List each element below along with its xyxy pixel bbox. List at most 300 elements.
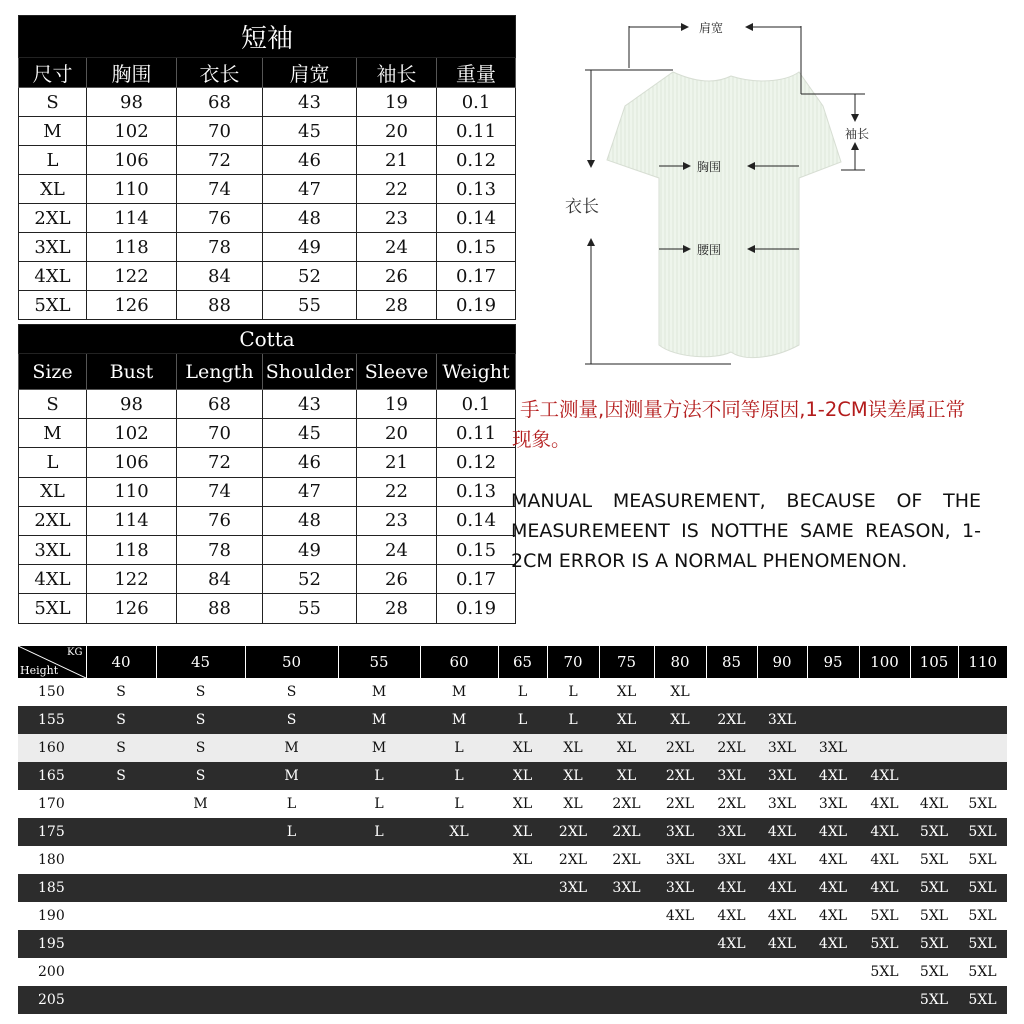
table-cell: 114 xyxy=(87,204,177,233)
table-row xyxy=(19,117,516,146)
size-cell: XL xyxy=(498,818,547,846)
size-cell xyxy=(547,902,599,930)
size-cell xyxy=(420,986,498,1014)
table-cell: 5XL xyxy=(19,594,87,623)
table-cell: 0.11 xyxy=(437,419,516,448)
size-cell xyxy=(156,818,245,846)
header-row xyxy=(19,58,516,88)
size-cell: M xyxy=(338,706,420,734)
size-cell: 4XL xyxy=(807,902,859,930)
table-cell: 47 xyxy=(263,477,357,506)
size-cell: 3XL xyxy=(757,734,807,762)
weight-header-row xyxy=(18,646,1007,678)
column-header: Sleeve xyxy=(357,354,437,390)
table-cell: 0.12 xyxy=(437,146,516,175)
size-cell xyxy=(859,706,910,734)
table-cell: 55 xyxy=(263,291,357,320)
height-cell: 200 xyxy=(18,958,86,986)
size-cell xyxy=(338,930,420,958)
size-cell: S xyxy=(156,734,245,762)
table-cell: 0.11 xyxy=(437,117,516,146)
weight-header: 50 xyxy=(245,646,338,678)
size-cell: 2XL xyxy=(654,762,706,790)
size-cell: XL xyxy=(547,790,599,818)
size-cell: 5XL xyxy=(910,958,958,986)
size-cell: 4XL xyxy=(910,790,958,818)
size-cell xyxy=(757,958,807,986)
size-cell: M xyxy=(245,734,338,762)
size-cell xyxy=(338,902,420,930)
size-cell xyxy=(420,874,498,902)
size-cell: S xyxy=(86,706,156,734)
size-cell: 2XL xyxy=(706,706,757,734)
size-cell: 3XL xyxy=(654,874,706,902)
size-cell: 5XL xyxy=(910,930,958,958)
size-cell: XL xyxy=(654,678,706,706)
table-cell: 19 xyxy=(357,88,437,117)
table-cell: S xyxy=(19,88,87,117)
table-cell: 20 xyxy=(357,117,437,146)
weight-header: 70 xyxy=(547,646,599,678)
table-row xyxy=(19,204,516,233)
size-cell: L xyxy=(547,678,599,706)
size-cell: 3XL xyxy=(547,874,599,902)
size-cell: S xyxy=(86,678,156,706)
height-cell: 150 xyxy=(18,678,86,706)
size-cell xyxy=(547,930,599,958)
table-row xyxy=(18,846,1007,874)
weight-header: 85 xyxy=(706,646,757,678)
table-cell: 68 xyxy=(177,88,263,117)
table-cell: 0.17 xyxy=(437,565,516,594)
size-cell: 5XL xyxy=(910,846,958,874)
table-row xyxy=(19,88,516,117)
table-cell: M xyxy=(19,419,87,448)
size-cell: L xyxy=(245,818,338,846)
kg-label: KG xyxy=(67,647,83,658)
table-cell: 0.19 xyxy=(437,291,516,320)
table-cell: 110 xyxy=(87,175,177,204)
size-cell: 3XL xyxy=(706,762,757,790)
table-cell: 126 xyxy=(87,594,177,623)
weight-header: 100 xyxy=(859,646,910,678)
size-cell xyxy=(910,734,958,762)
size-cell: 3XL xyxy=(654,846,706,874)
header-row xyxy=(19,354,516,390)
height-cell: 180 xyxy=(18,846,86,874)
table-cell: 0.17 xyxy=(437,262,516,291)
column-header: Bust xyxy=(87,354,177,390)
table-cell: 88 xyxy=(177,291,263,320)
table-cell: 84 xyxy=(177,262,263,291)
column-header: 胸围 xyxy=(87,58,177,88)
size-cell: 5XL xyxy=(958,958,1007,986)
weight-header: 75 xyxy=(599,646,654,678)
table-cell: 2XL xyxy=(19,506,87,535)
table-cell: L xyxy=(19,448,87,477)
size-cell: 5XL xyxy=(910,902,958,930)
table-cell: 126 xyxy=(87,291,177,320)
weight-header: 80 xyxy=(654,646,706,678)
size-cell: 4XL xyxy=(757,846,807,874)
table-row xyxy=(18,818,1007,846)
size-table-en xyxy=(18,324,516,624)
table-cell: 22 xyxy=(357,477,437,506)
size-cell: 4XL xyxy=(859,846,910,874)
weight-header: 95 xyxy=(807,646,859,678)
size-cell xyxy=(859,986,910,1014)
size-cell xyxy=(706,678,757,706)
table-cell: 46 xyxy=(263,448,357,477)
size-cell xyxy=(958,678,1007,706)
table-row xyxy=(19,390,516,419)
size-cell xyxy=(245,930,338,958)
table-cell: 76 xyxy=(177,204,263,233)
table-cell: 5XL xyxy=(19,291,87,320)
table-row xyxy=(18,734,1007,762)
size-cell: 2XL xyxy=(654,734,706,762)
size-cell: 5XL xyxy=(958,902,1007,930)
height-label: Height xyxy=(20,664,59,677)
height-cell: 155 xyxy=(18,706,86,734)
size-cell xyxy=(757,678,807,706)
table-row xyxy=(19,146,516,175)
size-cell xyxy=(807,706,859,734)
size-cell xyxy=(86,902,156,930)
size-cell xyxy=(547,958,599,986)
column-header: 尺寸 xyxy=(19,58,87,88)
size-cell: 5XL xyxy=(958,790,1007,818)
size-cell: XL xyxy=(599,734,654,762)
size-cell xyxy=(498,930,547,958)
size-cell: 4XL xyxy=(654,902,706,930)
table-row xyxy=(18,678,1007,706)
size-cell: 2XL xyxy=(654,790,706,818)
table-cell: 0.14 xyxy=(437,506,516,535)
size-cell: XL xyxy=(599,678,654,706)
table-cell: 52 xyxy=(263,565,357,594)
size-cell: XL xyxy=(498,790,547,818)
table-cell: 0.14 xyxy=(437,204,516,233)
size-cell xyxy=(420,958,498,986)
size-cell: S xyxy=(245,678,338,706)
table-row xyxy=(19,565,516,594)
size-table-cn xyxy=(18,15,516,320)
size-cell: 4XL xyxy=(859,762,910,790)
table-cell: 28 xyxy=(357,291,437,320)
table-cell: S xyxy=(19,390,87,419)
size-cell xyxy=(86,846,156,874)
size-cell xyxy=(338,846,420,874)
size-cell: 3XL xyxy=(654,818,706,846)
table-cell: 88 xyxy=(177,594,263,623)
table-row xyxy=(19,419,516,448)
size-cell xyxy=(156,930,245,958)
size-cell xyxy=(706,986,757,1014)
height-cell: 165 xyxy=(18,762,86,790)
size-cell xyxy=(245,874,338,902)
table-cell: 68 xyxy=(177,390,263,419)
size-cell: 5XL xyxy=(910,986,958,1014)
measurement-note-cn: 手工测量,因测量方法不同等原因,1-2CM误差属正常现象。 xyxy=(512,398,966,451)
table-cell: 0.13 xyxy=(437,477,516,506)
size-cell xyxy=(599,902,654,930)
size-cell: 4XL xyxy=(706,902,757,930)
table-cell: 4XL xyxy=(19,262,87,291)
table-cell: 48 xyxy=(263,506,357,535)
column-header: 重量 xyxy=(437,58,516,88)
size-cell: L xyxy=(338,762,420,790)
table-cell: 2XL xyxy=(19,204,87,233)
table-cell: 110 xyxy=(87,477,177,506)
table-cell: 55 xyxy=(263,594,357,623)
size-cell: XL xyxy=(599,706,654,734)
size-cell xyxy=(156,958,245,986)
table-cell: 70 xyxy=(177,117,263,146)
table-cell: 0.15 xyxy=(437,233,516,262)
size-cell: 5XL xyxy=(910,874,958,902)
size-cell: XL xyxy=(654,706,706,734)
size-cell xyxy=(599,958,654,986)
table-cell: XL xyxy=(19,477,87,506)
size-cell: S xyxy=(156,762,245,790)
sleeve-label: 袖长 xyxy=(845,127,870,141)
size-cell xyxy=(156,874,245,902)
size-cell: 2XL xyxy=(599,846,654,874)
size-cell: M xyxy=(245,762,338,790)
size-cell xyxy=(958,762,1007,790)
column-header: Weight xyxy=(437,354,516,390)
size-cell: 5XL xyxy=(958,986,1007,1014)
column-header: 肩宽 xyxy=(263,58,357,88)
size-cell xyxy=(958,734,1007,762)
table-row xyxy=(18,902,1007,930)
table-cell: 23 xyxy=(357,204,437,233)
table-cell: 47 xyxy=(263,175,357,204)
table-cell: 72 xyxy=(177,448,263,477)
size-cell xyxy=(420,902,498,930)
table-cell: 26 xyxy=(357,262,437,291)
table-row xyxy=(19,262,516,291)
weight-header: 110 xyxy=(958,646,1007,678)
chest-label: 胸围 xyxy=(697,160,722,174)
size-cell: 4XL xyxy=(859,790,910,818)
height-cell: 185 xyxy=(18,874,86,902)
height-cell: 170 xyxy=(18,790,86,818)
waist-label: 腰围 xyxy=(697,243,722,257)
column-header: 衣长 xyxy=(177,58,263,88)
size-cell: L xyxy=(338,818,420,846)
size-cell xyxy=(86,874,156,902)
table-cell: 76 xyxy=(177,506,263,535)
size-cell: 4XL xyxy=(757,930,807,958)
size-cell xyxy=(420,846,498,874)
size-cell: 5XL xyxy=(958,874,1007,902)
table-cell: 106 xyxy=(87,448,177,477)
size-cell: XL xyxy=(599,762,654,790)
table-cell: 98 xyxy=(87,88,177,117)
size-cell: 4XL xyxy=(807,874,859,902)
size-cell xyxy=(547,986,599,1014)
column-header: Size xyxy=(19,354,87,390)
table-cell: 21 xyxy=(357,146,437,175)
table-title: 短袖 xyxy=(19,16,516,58)
size-cell: M xyxy=(420,706,498,734)
size-cell xyxy=(245,958,338,986)
table-row xyxy=(18,930,1007,958)
size-cell xyxy=(498,958,547,986)
table-row xyxy=(18,762,1007,790)
size-cell: 2XL xyxy=(547,818,599,846)
height-cell: 205 xyxy=(18,986,86,1014)
size-cell: 5XL xyxy=(958,818,1007,846)
size-cell xyxy=(807,678,859,706)
table-row xyxy=(19,175,516,204)
size-cell: S xyxy=(86,762,156,790)
height-rows xyxy=(18,678,1007,1014)
weight-header: 55 xyxy=(338,646,420,678)
size-cell: M xyxy=(420,678,498,706)
table-cell: 28 xyxy=(357,594,437,623)
size-cell: XL xyxy=(498,734,547,762)
size-cell: 5XL xyxy=(859,902,910,930)
table-cell: 0.19 xyxy=(437,594,516,623)
size-cell: 4XL xyxy=(757,902,807,930)
size-cell: L xyxy=(245,790,338,818)
measurement-note-en: MANUAL MEASUREMENT, BECAUSE OF THE MEASUREMEENT IS NOTTHE SAME REASON, 1-2CM ERROR IS A NORMAL PHENOMENON. xyxy=(511,490,981,572)
size-cell: 2XL xyxy=(706,790,757,818)
size-cell xyxy=(807,986,859,1014)
table-cell: 0.12 xyxy=(437,448,516,477)
size-cell: S xyxy=(156,706,245,734)
size-cell xyxy=(498,986,547,1014)
size-cell xyxy=(86,790,156,818)
table-row xyxy=(18,706,1007,734)
table-cell: 3XL xyxy=(19,535,87,564)
table-cell: 43 xyxy=(263,88,357,117)
table-cell: 22 xyxy=(357,175,437,204)
table-cell: 78 xyxy=(177,535,263,564)
size-cell xyxy=(245,846,338,874)
size-cell: L xyxy=(338,790,420,818)
table-cell: 49 xyxy=(263,535,357,564)
size-cell: 4XL xyxy=(757,874,807,902)
height-cell: 190 xyxy=(18,902,86,930)
size-cell xyxy=(86,986,156,1014)
size-cell: 3XL xyxy=(807,790,859,818)
table-row xyxy=(19,448,516,477)
table-cell: 70 xyxy=(177,419,263,448)
size-cell: XL xyxy=(547,762,599,790)
tshirt-measurement-diagram xyxy=(555,10,895,375)
table-cell: L xyxy=(19,146,87,175)
size-cell: L xyxy=(547,706,599,734)
table-cell: 46 xyxy=(263,146,357,175)
size-cell xyxy=(910,678,958,706)
table-cell: 74 xyxy=(177,175,263,204)
size-cell: 4XL xyxy=(807,818,859,846)
size-cell: 4XL xyxy=(706,874,757,902)
size-cell: XL xyxy=(547,734,599,762)
size-cell: 4XL xyxy=(807,930,859,958)
size-cell: 5XL xyxy=(859,958,910,986)
size-cell: 5XL xyxy=(910,818,958,846)
size-cell: 2XL xyxy=(706,734,757,762)
size-cell: 2XL xyxy=(599,818,654,846)
table-cell: 118 xyxy=(87,535,177,564)
size-cell: 4XL xyxy=(859,818,910,846)
size-cell: 3XL xyxy=(706,818,757,846)
size-cell xyxy=(599,930,654,958)
table-cell: 26 xyxy=(357,565,437,594)
height-weight-size-chart xyxy=(18,646,1007,1014)
size-cell: L xyxy=(420,790,498,818)
weight-header: 40 xyxy=(86,646,156,678)
table-cell: 19 xyxy=(357,390,437,419)
size-cell xyxy=(958,706,1007,734)
size-cell: 3XL xyxy=(807,734,859,762)
size-cell: 3XL xyxy=(757,790,807,818)
table-row xyxy=(19,535,516,564)
table-cell: 20 xyxy=(357,419,437,448)
table-row xyxy=(19,291,516,320)
table-cell: 114 xyxy=(87,506,177,535)
size-cell xyxy=(338,986,420,1014)
size-cell: S xyxy=(156,678,245,706)
size-cell: M xyxy=(156,790,245,818)
size-cell: M xyxy=(338,734,420,762)
size-cell: XL xyxy=(498,846,547,874)
size-cell: 5XL xyxy=(958,846,1007,874)
size-cell xyxy=(156,846,245,874)
table-cell: 0.13 xyxy=(437,175,516,204)
height-cell: 160 xyxy=(18,734,86,762)
size-cell: L xyxy=(420,762,498,790)
size-cell: 4XL xyxy=(859,874,910,902)
size-cell: 2XL xyxy=(547,846,599,874)
size-cell: XL xyxy=(420,818,498,846)
weight-header: 60 xyxy=(420,646,498,678)
table-body xyxy=(19,390,516,624)
size-cell xyxy=(498,874,547,902)
size-cell xyxy=(706,958,757,986)
table-row xyxy=(18,958,1007,986)
size-cell xyxy=(245,902,338,930)
size-cell xyxy=(338,958,420,986)
size-cell xyxy=(599,986,654,1014)
size-cell: 2XL xyxy=(599,790,654,818)
weight-header: 65 xyxy=(498,646,547,678)
tshirt-icon xyxy=(607,72,841,358)
table-cell: 0.15 xyxy=(437,535,516,564)
corner-cell xyxy=(18,646,86,678)
table-cell: 106 xyxy=(87,146,177,175)
table-cell: 45 xyxy=(263,419,357,448)
table-cell: 102 xyxy=(87,419,177,448)
size-cell: 5XL xyxy=(859,930,910,958)
size-cell xyxy=(86,958,156,986)
table-cell: 24 xyxy=(357,535,437,564)
height-cell: 175 xyxy=(18,818,86,846)
size-cell: 4XL xyxy=(706,930,757,958)
table-cell: 72 xyxy=(177,146,263,175)
table-cell: 21 xyxy=(357,448,437,477)
table-row xyxy=(19,477,516,506)
column-header: Length xyxy=(177,354,263,390)
size-cell: 3XL xyxy=(757,706,807,734)
size-cell: L xyxy=(420,734,498,762)
size-cell xyxy=(86,930,156,958)
